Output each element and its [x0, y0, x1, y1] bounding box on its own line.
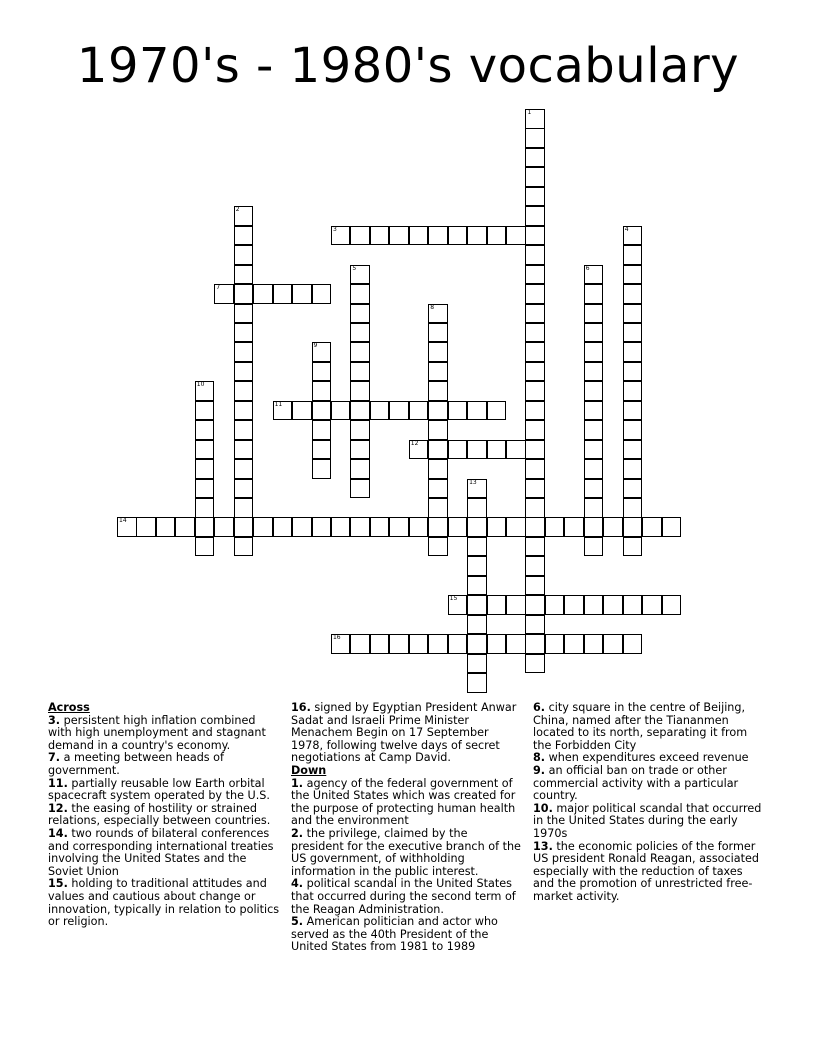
grid-cell[interactable] — [525, 342, 545, 362]
grid-cell[interactable] — [448, 401, 468, 421]
down-clue-8: 8. when expenditures exceed revenue — [533, 751, 749, 765]
clue-number: 3 — [332, 225, 337, 233]
grid-cell[interactable] — [409, 634, 429, 654]
grid-cell[interactable] — [234, 459, 254, 479]
grid-cell[interactable] — [525, 109, 545, 129]
grid-cell[interactable] — [467, 517, 487, 537]
grid-cell[interactable] — [370, 634, 390, 654]
grid-cell[interactable] — [623, 459, 643, 479]
grid-cell[interactable] — [428, 304, 448, 324]
grid-cell[interactable] — [525, 498, 545, 518]
clue-number: 8 — [430, 303, 435, 311]
grid-cell[interactable] — [642, 595, 662, 615]
grid-cell[interactable] — [350, 401, 370, 421]
clue-number: 10 — [196, 381, 205, 389]
grid-cell[interactable] — [448, 595, 468, 615]
clue-number: 13 — [469, 478, 477, 486]
grid-cell[interactable] — [623, 420, 643, 440]
grid-cell[interactable] — [525, 654, 545, 674]
clue-number: 12 — [410, 439, 419, 447]
grid-cell[interactable] — [253, 517, 273, 537]
grid-cell[interactable] — [234, 342, 254, 362]
grid-cell[interactable] — [428, 634, 448, 654]
grid-cell[interactable] — [487, 634, 507, 654]
grid-cell[interactable] — [448, 517, 468, 537]
grid-cell[interactable] — [603, 634, 623, 654]
grid-cell[interactable] — [564, 634, 584, 654]
grid-cell[interactable] — [234, 498, 254, 518]
grid-cell[interactable] — [312, 362, 332, 382]
grid-cell[interactable] — [584, 381, 604, 401]
grid-cell[interactable] — [428, 401, 448, 421]
grid-cell[interactable] — [312, 284, 332, 304]
grid-cell[interactable] — [525, 517, 545, 537]
grid-cell[interactable] — [525, 226, 545, 246]
clues-column-2 — [291, 702, 523, 954]
grid-cell[interactable] — [350, 323, 370, 343]
grid-cell[interactable] — [584, 440, 604, 460]
grid-cell[interactable] — [370, 401, 390, 421]
grid-cell[interactable] — [234, 420, 254, 440]
grid-cell[interactable] — [584, 362, 604, 382]
grid-cell[interactable] — [428, 440, 448, 460]
grid-cell[interactable] — [623, 401, 643, 421]
grid-cell[interactable] — [584, 498, 604, 518]
grid-cell[interactable] — [584, 265, 604, 285]
puzzle-title: 1970's - 1980's vocabulary — [76, 38, 740, 94]
grid-cell[interactable] — [525, 245, 545, 265]
grid-cell[interactable] — [312, 420, 332, 440]
clue-number: 2 — [235, 206, 240, 214]
grid-cell[interactable] — [273, 401, 293, 421]
grid-cell[interactable] — [234, 362, 254, 382]
grid-cell[interactable] — [195, 381, 215, 401]
clue-number: 15 — [449, 595, 458, 603]
grid-cell[interactable] — [525, 381, 545, 401]
grid-cell[interactable] — [584, 517, 604, 537]
grid-cell[interactable] — [234, 440, 254, 460]
grid-cell[interactable] — [331, 401, 351, 421]
grid-cell[interactable] — [448, 634, 468, 654]
grid-cell[interactable] — [467, 556, 487, 576]
across-clue-16: 16. signed by Egyptian President Anwar Sadat and Israeli Prime Minister Menachem Begin on 17 September 1978, following twelve days of secret negotiations at Camp David. — [291, 701, 517, 765]
across-clue-3: 3. persistent high inflation combined with high unemployment and stagnant demand in a country's economy. — [48, 713, 266, 752]
grid-cell[interactable] — [487, 226, 507, 246]
grid-cell[interactable] — [370, 226, 390, 246]
grid-cell[interactable] — [467, 498, 487, 518]
grid-cell[interactable] — [525, 595, 545, 615]
across-clue-15: 15. holding to traditional attitudes and values and cautious about change or innovation, typically in relation to politics or religion. — [48, 877, 280, 929]
clue-number: 5 — [352, 264, 357, 272]
clue-number: 7 — [216, 284, 221, 292]
grid-cell[interactable] — [331, 517, 351, 537]
grid-cell[interactable] — [603, 595, 623, 615]
grid-cell[interactable] — [584, 342, 604, 362]
grid-cell[interactable] — [350, 440, 370, 460]
grid-cell[interactable] — [409, 517, 429, 537]
grid-cell[interactable] — [195, 537, 215, 557]
grid-cell[interactable] — [312, 381, 332, 401]
grid-cell[interactable] — [350, 265, 370, 285]
grid-cell[interactable] — [623, 537, 643, 557]
grid-cell[interactable] — [350, 479, 370, 499]
grid-cell[interactable] — [428, 342, 448, 362]
grid-cell[interactable] — [623, 362, 643, 382]
grid-cell[interactable] — [350, 304, 370, 324]
grid-cell[interactable] — [525, 615, 545, 635]
grid-cell[interactable] — [623, 381, 643, 401]
grid-cell[interactable] — [370, 517, 390, 537]
grid-cell[interactable] — [623, 284, 643, 304]
grid-cell[interactable] — [428, 226, 448, 246]
grid-cell[interactable] — [234, 284, 254, 304]
grid-cell[interactable] — [584, 304, 604, 324]
grid-cell[interactable] — [525, 420, 545, 440]
grid-cell[interactable] — [389, 517, 409, 537]
grid-cell[interactable] — [467, 634, 487, 654]
grid-cell[interactable] — [564, 517, 584, 537]
grid-cell[interactable] — [234, 323, 254, 343]
grid-cell[interactable] — [273, 284, 293, 304]
grid-cell[interactable] — [623, 265, 643, 285]
grid-cell[interactable] — [292, 284, 312, 304]
across-heading: Across — [48, 701, 90, 714]
down-clue-6: 6. city square in the centre of Beijing, China, named after the Tiananmen located to its north, separating it from the Forbidden City — [533, 701, 748, 752]
grid-cell[interactable] — [525, 265, 545, 285]
grid-cell[interactable] — [564, 595, 584, 615]
grid-cell[interactable] — [467, 615, 487, 635]
grid-cell[interactable] — [234, 265, 254, 285]
grid-cell[interactable] — [525, 323, 545, 343]
grid-cell[interactable] — [467, 576, 487, 596]
grid-cell[interactable] — [525, 362, 545, 382]
grid-cell[interactable] — [584, 634, 604, 654]
grid-cell[interactable] — [467, 673, 487, 693]
clues-column-1 — [48, 702, 280, 929]
grid-cell[interactable] — [389, 401, 409, 421]
down-clue-9: 9. an official ban on trade or other commercial activity with a particular country. — [533, 763, 739, 803]
clues-column-3 — [533, 702, 765, 904]
grid-cell[interactable] — [467, 440, 487, 460]
clue-number: 16 — [332, 634, 341, 642]
grid-cell[interactable] — [623, 304, 643, 324]
grid-cell[interactable] — [623, 479, 643, 499]
down-clue-4: 4. political scandal in the United States that occurred during the second term of the Reagan Administration. — [291, 877, 516, 916]
grid-cell[interactable] — [234, 206, 254, 226]
grid-cell[interactable] — [584, 537, 604, 557]
grid-cell[interactable] — [214, 517, 234, 537]
grid-cell[interactable] — [467, 401, 487, 421]
grid-cell[interactable] — [234, 245, 254, 265]
grid-cell[interactable] — [312, 440, 332, 460]
grid-cell[interactable] — [234, 381, 254, 401]
grid-cell[interactable] — [312, 459, 332, 479]
grid-cell[interactable] — [409, 440, 429, 460]
grid-cell[interactable] — [428, 420, 448, 440]
grid-cell[interactable] — [487, 595, 507, 615]
down-clue-13: 13. the economic policies of the former US president Ronald Reagan, associated especially with the reduction of taxes and the promotion of unrestricted free-market activity. — [533, 839, 759, 903]
grid-cell[interactable] — [525, 576, 545, 596]
grid-cell[interactable] — [273, 517, 293, 537]
clue-number: 14 — [119, 517, 127, 525]
grid-cell[interactable] — [467, 226, 487, 246]
grid-cell[interactable] — [584, 595, 604, 615]
grid-cell[interactable] — [506, 595, 526, 615]
grid-cell[interactable] — [487, 517, 507, 537]
grid-cell[interactable] — [156, 517, 176, 537]
grid-cell[interactable] — [525, 634, 545, 654]
grid-cell[interactable] — [312, 517, 332, 537]
grid-cell[interactable] — [234, 479, 254, 499]
grid-cell[interactable] — [409, 401, 429, 421]
grid-cell[interactable] — [234, 304, 254, 324]
grid-cell[interactable] — [234, 537, 254, 557]
clue-number: 1 — [527, 109, 532, 116]
grid-cell[interactable] — [350, 517, 370, 537]
grid-cell[interactable] — [623, 342, 643, 362]
grid-cell[interactable] — [662, 595, 682, 615]
grid-cell[interactable] — [467, 479, 487, 499]
across-clue-14: 14. two rounds of bilateral conferences and corresponding international treaties involving the United States and the Soviet Union — [48, 826, 274, 878]
grid-cell[interactable] — [662, 517, 682, 537]
grid-cell[interactable] — [428, 537, 448, 557]
grid-cell[interactable] — [525, 187, 545, 207]
grid-cell[interactable] — [525, 206, 545, 226]
grid-cell[interactable] — [584, 420, 604, 440]
grid-cell[interactable] — [292, 517, 312, 537]
grid-cell[interactable] — [467, 537, 487, 557]
grid-cell[interactable] — [584, 459, 604, 479]
grid-cell[interactable] — [350, 362, 370, 382]
grid-cell[interactable] — [623, 323, 643, 343]
grid-cell[interactable] — [253, 284, 273, 304]
grid-cell[interactable] — [428, 517, 448, 537]
grid-cell[interactable] — [195, 440, 215, 460]
grid-cell[interactable] — [195, 459, 215, 479]
grid-cell[interactable] — [195, 420, 215, 440]
grid-cell[interactable] — [525, 304, 545, 324]
grid-cell[interactable] — [234, 401, 254, 421]
grid-cell[interactable] — [525, 556, 545, 576]
grid-cell[interactable] — [584, 479, 604, 499]
grid-cell[interactable] — [448, 226, 468, 246]
grid-cell[interactable] — [525, 479, 545, 499]
grid-cell[interactable] — [195, 517, 215, 537]
grid-cell[interactable] — [506, 440, 526, 460]
grid-cell[interactable] — [623, 226, 643, 246]
grid-cell[interactable] — [467, 654, 487, 674]
grid-cell[interactable] — [428, 459, 448, 479]
grid-cell[interactable] — [623, 245, 643, 265]
down-clue-5: 5. American politician and actor who served as the 40th President of the United States from 1981 to 1989 — [291, 915, 498, 954]
down-clue-1: 1. agency of the federal government of the United States which was created for the purpose of protecting human health and the environment — [291, 776, 516, 828]
grid-cell[interactable] — [409, 226, 429, 246]
down-heading: Down — [291, 763, 327, 777]
grid-cell[interactable] — [448, 440, 468, 460]
grid-cell[interactable] — [525, 128, 545, 148]
grid-cell[interactable] — [642, 517, 662, 537]
grid-cell[interactable] — [292, 401, 312, 421]
grid-cell[interactable] — [584, 284, 604, 304]
grid-cell[interactable] — [623, 595, 643, 615]
grid-cell[interactable] — [234, 517, 254, 537]
grid-cell[interactable] — [584, 401, 604, 421]
grid-cell[interactable] — [545, 634, 565, 654]
grid-cell[interactable] — [525, 148, 545, 168]
clue-number: 4 — [624, 225, 629, 233]
grid-cell[interactable] — [428, 323, 448, 343]
grid-cell[interactable] — [350, 226, 370, 246]
across-clue-11: 11. partially reusable low Earth orbital spacecraft system operated by the U.S. — [48, 776, 270, 803]
grid-cell[interactable] — [623, 498, 643, 518]
grid-cell[interactable] — [350, 342, 370, 362]
grid-cell[interactable] — [623, 634, 643, 654]
grid-cell[interactable] — [195, 498, 215, 518]
grid-cell[interactable] — [350, 284, 370, 304]
grid-cell[interactable] — [506, 517, 526, 537]
grid-cell[interactable] — [350, 381, 370, 401]
grid-cell[interactable] — [467, 595, 487, 615]
grid-cell[interactable] — [623, 517, 643, 537]
grid-cell[interactable] — [175, 517, 195, 537]
grid-cell[interactable] — [525, 440, 545, 460]
grid-cell[interactable] — [428, 479, 448, 499]
grid-cell[interactable] — [525, 167, 545, 187]
grid-cell[interactable] — [623, 440, 643, 460]
grid-cell[interactable] — [525, 401, 545, 421]
grid-cell[interactable] — [117, 517, 137, 537]
down-clue-2: 2. the privilege, claimed by the president for the executive branch of the US government, of withholding information in the public interest. — [291, 826, 521, 878]
grid-cell[interactable] — [506, 226, 526, 246]
grid-cell[interactable] — [525, 537, 545, 557]
grid-cell[interactable] — [389, 634, 409, 654]
grid-cell[interactable] — [331, 634, 351, 654]
grid-cell[interactable] — [350, 420, 370, 440]
clue-number: 11 — [274, 400, 283, 408]
grid-cell[interactable] — [214, 284, 234, 304]
grid-cell[interactable] — [195, 479, 215, 499]
grid-cell[interactable] — [350, 634, 370, 654]
grid-cell[interactable] — [487, 401, 507, 421]
grid-cell[interactable] — [487, 440, 507, 460]
grid-cell[interactable] — [428, 498, 448, 518]
grid-cell[interactable] — [584, 323, 604, 343]
grid-cell[interactable] — [312, 342, 332, 362]
across-clue-7: 7. a meeting between heads of government. — [48, 751, 224, 777]
grid-cell[interactable] — [428, 381, 448, 401]
grid-cell[interactable] — [195, 401, 215, 421]
grid-cell[interactable] — [428, 362, 448, 382]
grid-cell[interactable] — [136, 517, 156, 537]
grid-cell[interactable] — [234, 226, 254, 246]
grid-cell[interactable] — [525, 459, 545, 479]
grid-cell[interactable] — [331, 226, 351, 246]
grid-cell[interactable] — [545, 595, 565, 615]
grid-cell[interactable] — [389, 226, 409, 246]
grid-cell[interactable] — [545, 517, 565, 537]
grid-cell[interactable] — [506, 634, 526, 654]
grid-cell[interactable] — [603, 517, 623, 537]
clue-number: 9 — [313, 342, 318, 350]
clue-number: 6 — [585, 264, 590, 272]
grid-cell[interactable] — [525, 284, 545, 304]
grid-cell[interactable] — [312, 401, 332, 421]
down-clue-10: 10. major political scandal that occurred in the United States during the early 1970s — [533, 801, 762, 840]
across-clue-12: 12. the easing of hostility or strained relations, especially between countries. — [48, 801, 271, 828]
grid-cell[interactable] — [350, 459, 370, 479]
